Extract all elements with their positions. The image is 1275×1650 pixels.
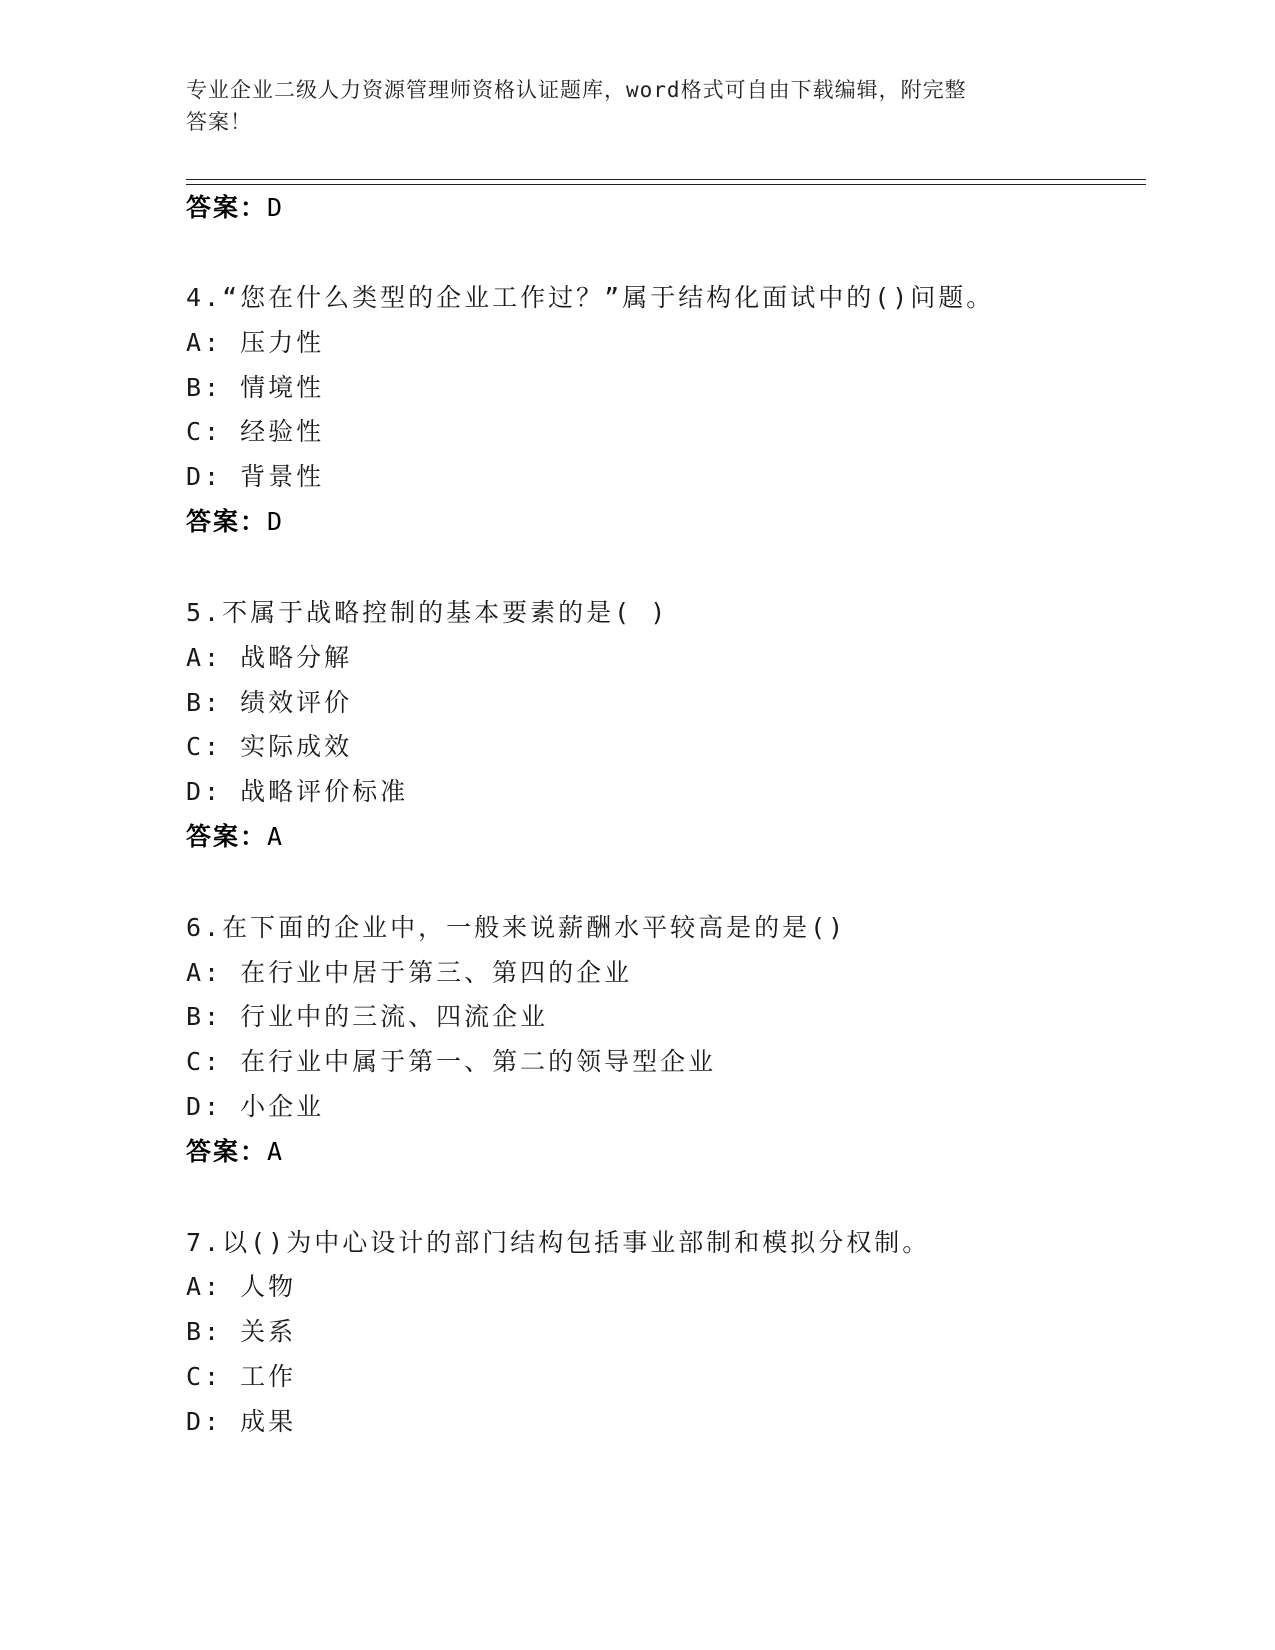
- document-header: [186, 74, 1066, 138]
- option-d: D: 战略评价标准: [186, 777, 409, 806]
- option-b: B: 行业中的三流、四流企业: [186, 1002, 549, 1031]
- question-stem: 7.以()为中心设计的部门结构包括事业部制和模拟分权制。: [186, 1228, 931, 1257]
- option-d: D: 成果: [186, 1407, 297, 1436]
- option-b: B: 情境性: [186, 373, 325, 402]
- option-c: C: 在行业中属于第一、第二的领导型企业: [186, 1047, 717, 1076]
- question-stem: 5.不属于战略控制的基本要素的是( ): [186, 598, 669, 627]
- header-divider-bottom: [186, 184, 1146, 185]
- answer-label: 答案：: [186, 1137, 268, 1166]
- option-d: D: 背景性: [186, 462, 325, 491]
- header-divider-top: [186, 179, 1146, 180]
- option-b: B: 绩效评价: [186, 688, 353, 717]
- header-line-2: 答案！: [186, 110, 252, 134]
- answer-label: 答案：: [186, 507, 268, 536]
- option-a: A: 在行业中居于第三、第四的企业: [186, 958, 633, 987]
- header-line-1: 专业企业二级人力资源管理师资格认证题库，word格式可自由下载编辑，附完整: [186, 78, 967, 102]
- option-a: A: 战略分解: [186, 643, 353, 672]
- question-stem: 4.“您在什么类型的企业工作过？”属于结构化面试中的()问题。: [186, 283, 995, 312]
- option-c: C: 经验性: [186, 417, 325, 446]
- answer-value: A: [267, 822, 285, 851]
- question-answer: [186, 505, 284, 539]
- option-d: D: 小企业: [186, 1092, 325, 1121]
- answer-value: D: [267, 193, 285, 222]
- option-a: A: 人物: [186, 1272, 297, 1301]
- option-a: A: 压力性: [186, 328, 325, 357]
- option-c: C: 实际成效: [186, 732, 353, 761]
- option-b: B: 关系: [186, 1317, 297, 1346]
- option-c: C: 工作: [186, 1362, 297, 1391]
- answer-label: 答案：: [186, 822, 268, 851]
- question-answer: [186, 820, 284, 854]
- answer-label: 答案：: [186, 193, 268, 222]
- question-stem: 6.在下面的企业中，一般来说薪酬水平较高是的是(): [186, 913, 847, 942]
- answer-value: A: [267, 1137, 285, 1166]
- question-answer: [186, 1135, 284, 1169]
- previous-answer: [186, 191, 284, 225]
- answer-value: D: [267, 507, 285, 536]
